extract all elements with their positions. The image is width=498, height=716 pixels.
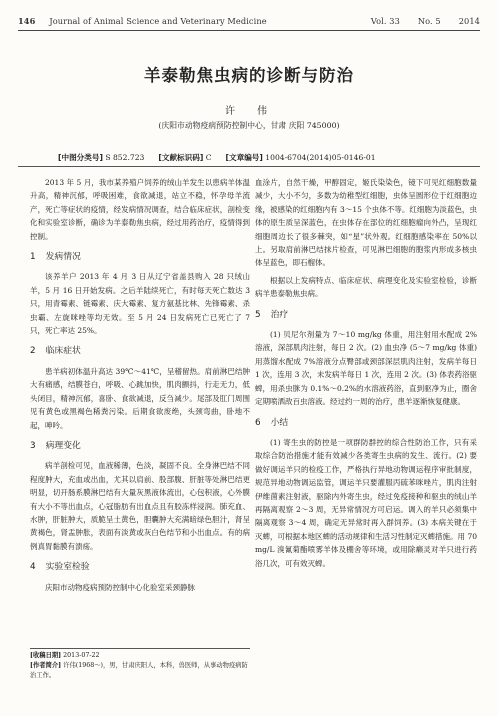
section-heading-5: 5 治疗	[255, 309, 289, 320]
journal-name: Journal of Animal Science and Veterinary Medicine	[49, 16, 267, 26]
volume: Vol. 33	[370, 16, 400, 26]
issue: No. 5	[417, 16, 441, 26]
section-heading-1: 1 发病情况	[30, 252, 81, 263]
doc-code-field	[158, 152, 211, 163]
article-metadata	[58, 152, 478, 163]
clc-field	[58, 152, 144, 163]
article-title: 羊泰勒焦虫病的诊断与防治	[144, 66, 354, 85]
header-rule	[18, 30, 480, 31]
article-no-label: [文章编号]	[225, 153, 263, 162]
doc-code-label: [文献标识码]	[158, 153, 204, 162]
section-5-text: (1) 贝尼尔剂量为 7～10 mg/kg 体重，用注射用水配成 2%溶液，深部肌肉注射，每日 2 次。(2) 血虫净 (5～7 mg/kg 体重) 用蒸馏水配成 7%溶液分点臀部或颈部深层肌肉注射，发病羊每日 1 次，连用 3 次，未发病羊每日 1 次，连用 2 次。(3) 体表药浴驱蜱，用杀虫脒为 0.1%～0.2%的水溶液药浴，直到驱净为止，圈舍定期喷洒敌百虫溶液。经过约一周的治疗，患羊逐渐恢复健康。	[255, 330, 477, 407]
doc-code-value: C	[205, 153, 212, 162]
section-heading-3: 3 病理变化	[30, 440, 81, 451]
page-number: 146	[18, 16, 36, 26]
clc-value: S 852.723	[105, 153, 145, 162]
article-no-value: 1004-6704(2014)05-0146-01	[265, 153, 376, 162]
right-column	[255, 176, 477, 574]
section-heading-2: 2 临床症状	[30, 346, 81, 357]
running-head	[18, 16, 480, 26]
footnote	[30, 648, 250, 681]
article-author: 许 伟	[225, 106, 273, 117]
author-affiliation: (庆阳市动物疫病预防控制中心，甘肃 庆阳 745000)	[158, 121, 340, 130]
diagnosis-paragraph: 根据以上发病特点、临床症状、病理变化及实验室检验，诊断病羊患泰勒焦虫病。	[255, 275, 477, 299]
metadata-rule	[18, 166, 480, 167]
left-column	[30, 176, 250, 598]
section-1-text: 该养羊户 2013 年 4 月 3 日从辽宁省盖县购入 28 只绒山羊，5 月 16 日开始发病。之后羊陆续死亡，有时每天死亡数达 3 只，用青霉素、链霉素、庆大霉素、复方氨基比林、先锋霉素、杀虫霸、左旋咪唑等均无效。至 5 月 24 日发病死亡已死亡了 7 只，死亡率达 25%。	[30, 272, 250, 336]
intro-paragraph: 2013 年 5 月，我市某养殖户饲养的绒山羊发生以患病羊体温升高，精神沉郁，呼吸困难，食欲减退，站立不稳，怀孕母羊流产，死亡等症状的疫情，经发病情况调查，结合临床症状，剖检变化和实验室诊断，确诊为羊泰勒焦虫病，经过用药治疗，疫情得到控制。	[30, 178, 250, 241]
section-4-text: 庆阳市动物疫病预防控制中心化验室采颈静脉	[45, 582, 195, 592]
section-6-text: (1) 寄生虫的防控是一项群防群控的综合性防治工作，只有采取综合防治措施才能有效减少各类寄生虫病的发生、流行。(2) 要做好调运羊只的检疫工作，严格执行异地动物调运程序审批制度，规范异地动物调运监管，调运羊只要灌服丙硫苯咪唑片，肌肉注射伊维菌素注射液，驱除内外寄生虫，经过免疫接种和驱虫的绒山羊再隔离观察 2～3 周，无异常情况方可启运。调入的羊只必须集中隔离观察 3～4 周，确定无异常时再入群饲养。(3) 本病关键在于灭蜱，可根据本地区蜱的活动规律和生活习性制定灭蜱措施。用 70 mg/L 溴氰菊酯喷雾羊体及棚舍等环境，或用除癞灵对羊只进行药浴几次，可有效灭蜱。	[255, 437, 477, 568]
year: 2014	[458, 16, 480, 26]
section-heading-4: 4 实验室检验	[30, 562, 90, 573]
lab-result-paragraph: 血涂片，自然干燥，甲醇固定，姬氏染染色，镜下可见红细胞数量减少，大小不匀，多数为幼稚型红细胞，虫体呈圆形位于红细胞边缘，被感染的红细胞内有 3～15 个虫体不等。红细胞为淡蓝色，虫体的原生质呈深蓝色，在虫体存在部位的红细胞瘤向外凸，呈现红细胞周边长了很多棘突，如“星”状外观。红细胞感染率在 50%以上。另取肩前淋巴结抹片检查，可见淋巴细胞的胞浆内形成多核虫体呈蓝色，即石榴体。	[255, 178, 477, 268]
clc-label: [中图分类号]	[58, 153, 103, 162]
article-no-field	[226, 152, 376, 163]
author-bio: [作者简介] 许伟(1968～)，男，甘肃庆阳人，本科，兽医师，从事动物疫病防治工作。	[30, 662, 248, 679]
received-date: [收稿日期] 2013-07-22	[30, 652, 100, 659]
section-3-text: 病羊剖检可见，血液稀薄，色淡，凝固不良。全身淋巴结不同程度肿大，充血或出血，尤其以肩前、股部腹、肝脏等处淋巴结更明显，切开肠系膜淋巴结有大量灰黑液体流出，心包积液，心外膜有大小不等出血点，心冠脂肪有出血点且有胶冻样浸润。肺充血、水肿，肝脏肿大，质脆呈土黄色，胆囊肿大充满暗绿色胆汁，肾呈黄褐色，肾盂肿胀，表面有淡黄或灰白色结节和小出血点。有的病例真胃黏膜有溃疡。	[30, 461, 250, 551]
section-heading-6: 6 小结	[255, 417, 289, 428]
section-2-text: 患羊病初体温升高达 39℃～41℃，呈稽留热。肩前淋巴结肿大有痛感，结膜苍白，呼吸、心跳加快，肌肉颤抖，行走无力，低头闭目，精神沉郁，喜卧、食欲减退，反刍减少。尾部及肛门周围见有黄色或黑褐色稀粪污染。后期食欲废绝，头颈弯曲，卧地不起，呻吟。	[30, 366, 250, 430]
